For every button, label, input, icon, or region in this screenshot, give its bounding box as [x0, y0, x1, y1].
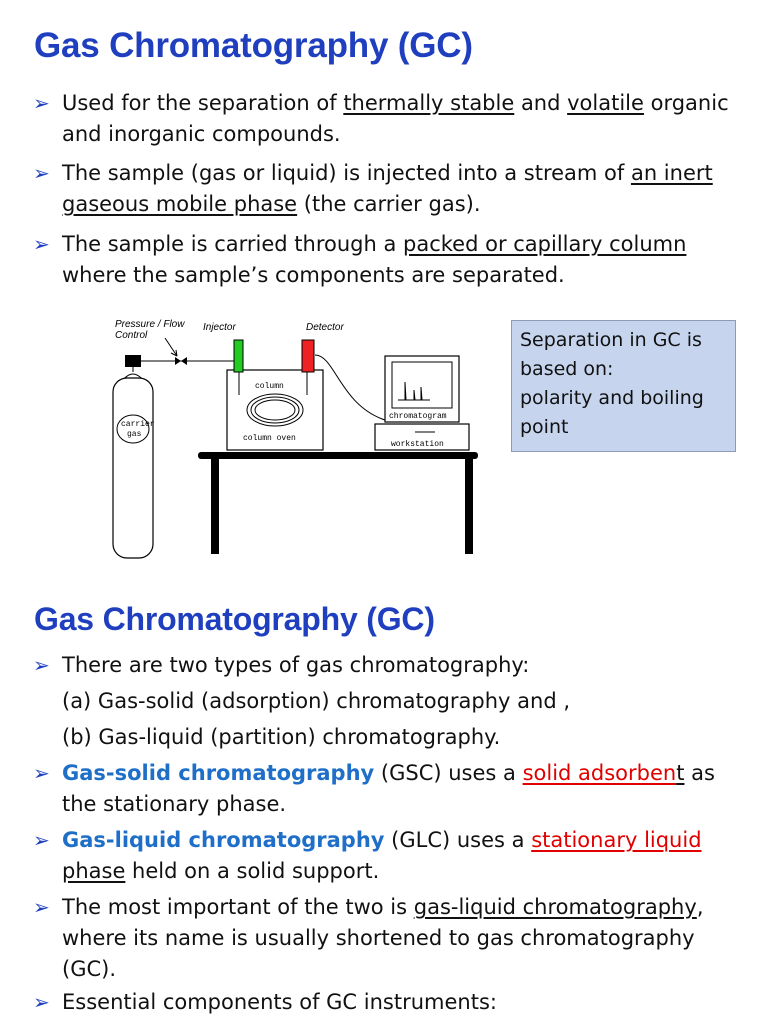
- lab-table: [198, 452, 478, 459]
- text-run: (GLC) uses a: [384, 828, 532, 852]
- bullet-item: [33, 758, 754, 820]
- carrier-gas-label-2: gas: [127, 430, 142, 439]
- text-run: phase: [62, 859, 126, 883]
- text-run: The sample (gas or liquid) is injected into a stream of: [62, 161, 631, 185]
- column-label: column: [255, 382, 284, 391]
- bullet-text: [62, 828, 702, 883]
- bullet-item: [33, 650, 754, 681]
- type-a-item: (a) Gas-solid (adsorption) chromatography and ,: [62, 689, 571, 713]
- section-title: Gas Chromatography (GC): [34, 601, 435, 637]
- chromatogram-label: chromatogram: [389, 412, 447, 421]
- text-run: as the stationary phase.: [62, 761, 715, 816]
- text-run: and: [514, 91, 568, 115]
- injector-port: [234, 340, 243, 372]
- bullet-item: [33, 229, 754, 291]
- oven-label: column oven: [243, 434, 296, 443]
- arrow-bullet-icon: ➢: [33, 91, 50, 115]
- text-run: t: [676, 761, 685, 785]
- text-run: Used for the separation of: [62, 91, 344, 115]
- arrow-bullet-icon: ➢: [33, 232, 50, 256]
- type-b-item: (b) Gas-liquid (partition) chromatography.: [62, 725, 501, 749]
- pressure-label: Pressure / Flow: [115, 319, 185, 330]
- arrow-bullet-icon: ➢: [33, 161, 50, 185]
- gc-instrument-diagram: [105, 310, 485, 560]
- detector-unit: [302, 340, 314, 372]
- flow-valve-icon: [175, 357, 187, 365]
- arrow-bullet-icon: ➢: [33, 828, 50, 852]
- text-run: stationary liquid: [531, 828, 702, 852]
- bullet-text: [62, 161, 713, 216]
- bullet-item: [33, 987, 754, 1018]
- pressure-label-2: Control: [115, 330, 148, 341]
- text-run: held on a solid support.: [125, 859, 380, 883]
- text-run: (the carrier gas).: [297, 192, 481, 216]
- text-run: The sample is carried through a: [62, 232, 404, 256]
- text-run: an inert gaseous mobile phase: [62, 161, 713, 216]
- text-run: volatile: [567, 91, 644, 115]
- text-run: packed or capillary column: [403, 232, 687, 256]
- text-run: solid adsorben: [522, 761, 677, 785]
- page-title: Gas Chromatography (GC): [34, 26, 473, 65]
- arrow-bullet-icon: ➢: [33, 761, 50, 785]
- text-run: Gas-solid chromatography: [62, 761, 375, 785]
- text-run: , where its name is usually shortened to gas chromatography (GC).: [62, 895, 704, 981]
- bullet-item: [33, 88, 754, 150]
- regulator-icon: [125, 355, 141, 367]
- arrow-bullet-icon: ➢: [33, 653, 50, 677]
- text-run: organic and inorganic compounds.: [62, 91, 729, 146]
- text-run: gas-liquid chromatography: [413, 895, 697, 919]
- carrier-gas-label: carrier: [121, 420, 155, 429]
- bullet-text: [62, 232, 686, 287]
- text-run: thermally stable: [343, 91, 515, 115]
- arrow-bullet-icon: ➢: [33, 895, 50, 919]
- bullet-text: [62, 895, 704, 981]
- workstation-label: workstation: [391, 440, 444, 449]
- bullet-text: [62, 761, 715, 816]
- arrow-bullet-icon: ➢: [33, 990, 50, 1014]
- text-run: (GSC) uses a: [374, 761, 523, 785]
- bullet-text: [62, 91, 729, 146]
- text-run: Gas-liquid chromatography: [62, 828, 385, 852]
- text-run: where the sample’s components are separated.: [62, 263, 565, 287]
- detector-label: Detector: [306, 322, 344, 333]
- bullet-item: [33, 158, 754, 220]
- text-run: The most important of the two is: [62, 895, 414, 919]
- bullet-text: Essential components of GC instruments:: [62, 990, 497, 1014]
- carrier-gas-cylinder: [113, 378, 153, 558]
- info-box-line-1: Separation in GC is based on:: [520, 329, 702, 380]
- bullet-item: [33, 825, 754, 887]
- injector-label: Injector: [203, 322, 236, 333]
- info-box: [511, 320, 736, 452]
- bullet-text: There are two types of gas chromatography:: [62, 653, 530, 677]
- info-box-line-2: polarity and boiling point: [520, 387, 704, 438]
- bullet-item: [33, 892, 754, 985]
